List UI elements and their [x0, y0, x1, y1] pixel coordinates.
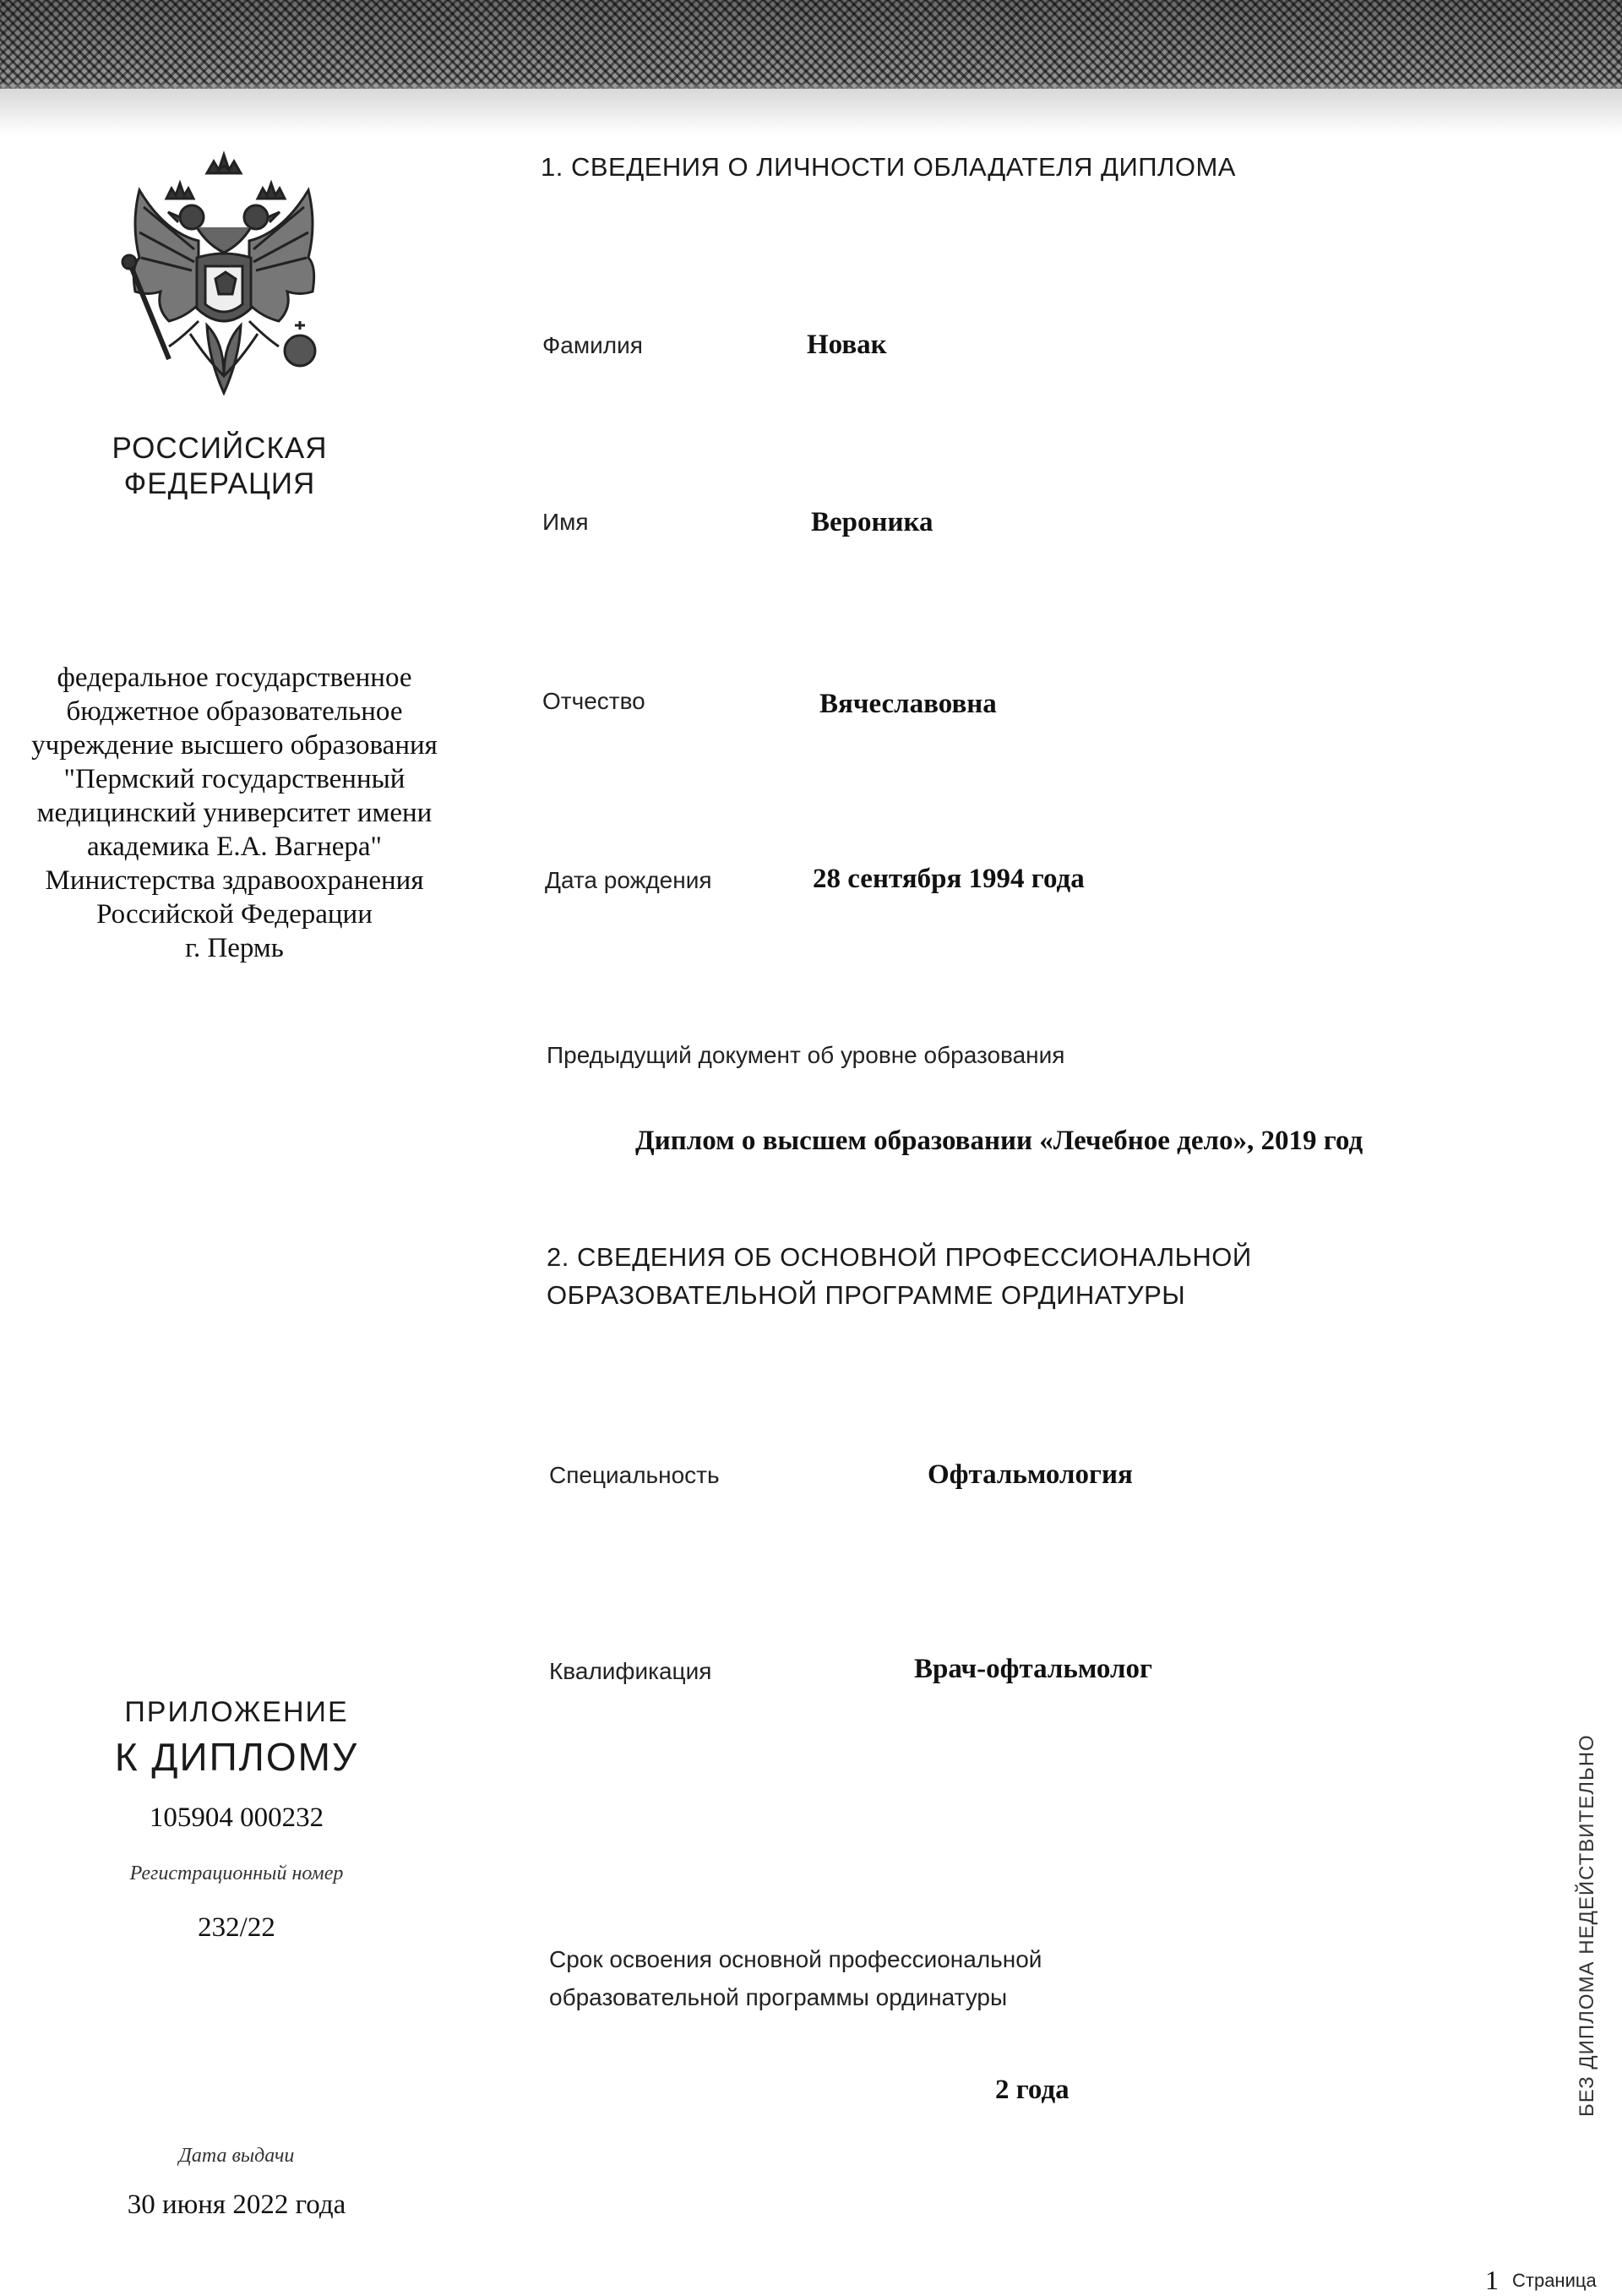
specialty-label: Специальность — [549, 1462, 720, 1488]
issue-date-block — [93, 2145, 380, 2221]
section-1-heading: 1. СВЕДЕНИЯ О ЛИЧНОСТИ ОБЛАДАТЕЛЯ ДИПЛОМА — [541, 152, 1236, 182]
appendix-title-line-1: ПРИЛОЖЕНИЕ — [124, 1696, 349, 1728]
appendix-title-line-2: К ДИПЛОМУ — [114, 1735, 359, 1779]
page-label: Страница — [1512, 2270, 1597, 2291]
institution-line: бюджетное образовательное — [66, 696, 403, 727]
country-line-1: РОССИЙСКАЯ — [112, 432, 328, 465]
duration-label-line-2: образовательной программы ординатуры — [549, 1984, 1008, 2010]
qualification-value: Врач-офтальмолог — [914, 1654, 1152, 1684]
institution-line: академика Е.А. Вагнера" — [86, 832, 383, 862]
appendix-block — [93, 1694, 380, 1944]
institution-line: медицинский университет имени — [36, 798, 433, 828]
name-label: Имя — [542, 509, 589, 535]
institution-line: учреждение высшего образования — [31, 730, 438, 761]
previous-document-value: Диплом о высшем образовании «Лечебное дело», 2019 год — [635, 1126, 1363, 1156]
qualification-label: Квалификация — [549, 1658, 712, 1684]
section-2-heading — [547, 1238, 1252, 1314]
registration-number-label: Регистрационный номер — [129, 1862, 344, 1884]
registration-number-value: 232/22 — [198, 1912, 275, 1943]
surname-value: Новак — [807, 330, 887, 360]
section-2-heading-line-2: ОБРАЗОВАТЕЛЬНОЙ ПРОГРАММЕ ОРДИНАТУРЫ — [547, 1280, 1186, 1310]
russian-coat-of-arms-icon — [97, 139, 351, 418]
dob-value: 28 сентября 1994 года — [813, 864, 1085, 894]
country-line-2: ФЕДЕРАЦИЯ — [123, 467, 316, 500]
issue-date-label: Дата выдачи — [178, 2145, 295, 2167]
surname-label: Фамилия — [542, 332, 643, 358]
page-number: 1 — [1485, 2265, 1499, 2295]
institution-line: "Пермский государственный — [63, 764, 406, 794]
section-2-heading-line-1: 2. СВЕДЕНИЯ ОБ ОСНОВНОЙ ПРОФЕССИОНАЛЬНОЙ — [547, 1242, 1252, 1272]
country-name — [93, 431, 346, 502]
previous-document-label: Предыдущий документ об уровне образования — [547, 1042, 1065, 1068]
patronymic-value: Вячеславовна — [819, 689, 997, 719]
institution-line: Министерства здравоохранения — [45, 865, 424, 896]
institution-name — [0, 661, 469, 965]
name-value: Вероника — [811, 507, 933, 537]
appendix-number: 105904 000232 — [149, 1802, 324, 1833]
dob-label: Дата рождения — [545, 867, 712, 893]
institution-line: г. Пермь — [185, 933, 284, 963]
duration-label-line-1: Срок освоения основной профессиональной — [549, 1946, 1042, 1972]
institution-line: Российской Федерации — [96, 899, 373, 930]
institution-line: федеральное государственное — [57, 663, 412, 693]
side-validity-note: БЕЗ ДИПЛОМА НЕДЕЙСТВИТЕЛЬНО — [1576, 1734, 1598, 2117]
guilloche-security-band — [0, 0, 1622, 89]
duration-label — [549, 1940, 1042, 2016]
issue-date-value: 30 июня 2022 года — [127, 2190, 346, 2220]
security-band-fade — [0, 85, 1622, 135]
patronymic-label: Отчество — [542, 688, 645, 714]
specialty-value: Офтальмология — [928, 1459, 1133, 1490]
duration-value: 2 года — [995, 2075, 1070, 2105]
